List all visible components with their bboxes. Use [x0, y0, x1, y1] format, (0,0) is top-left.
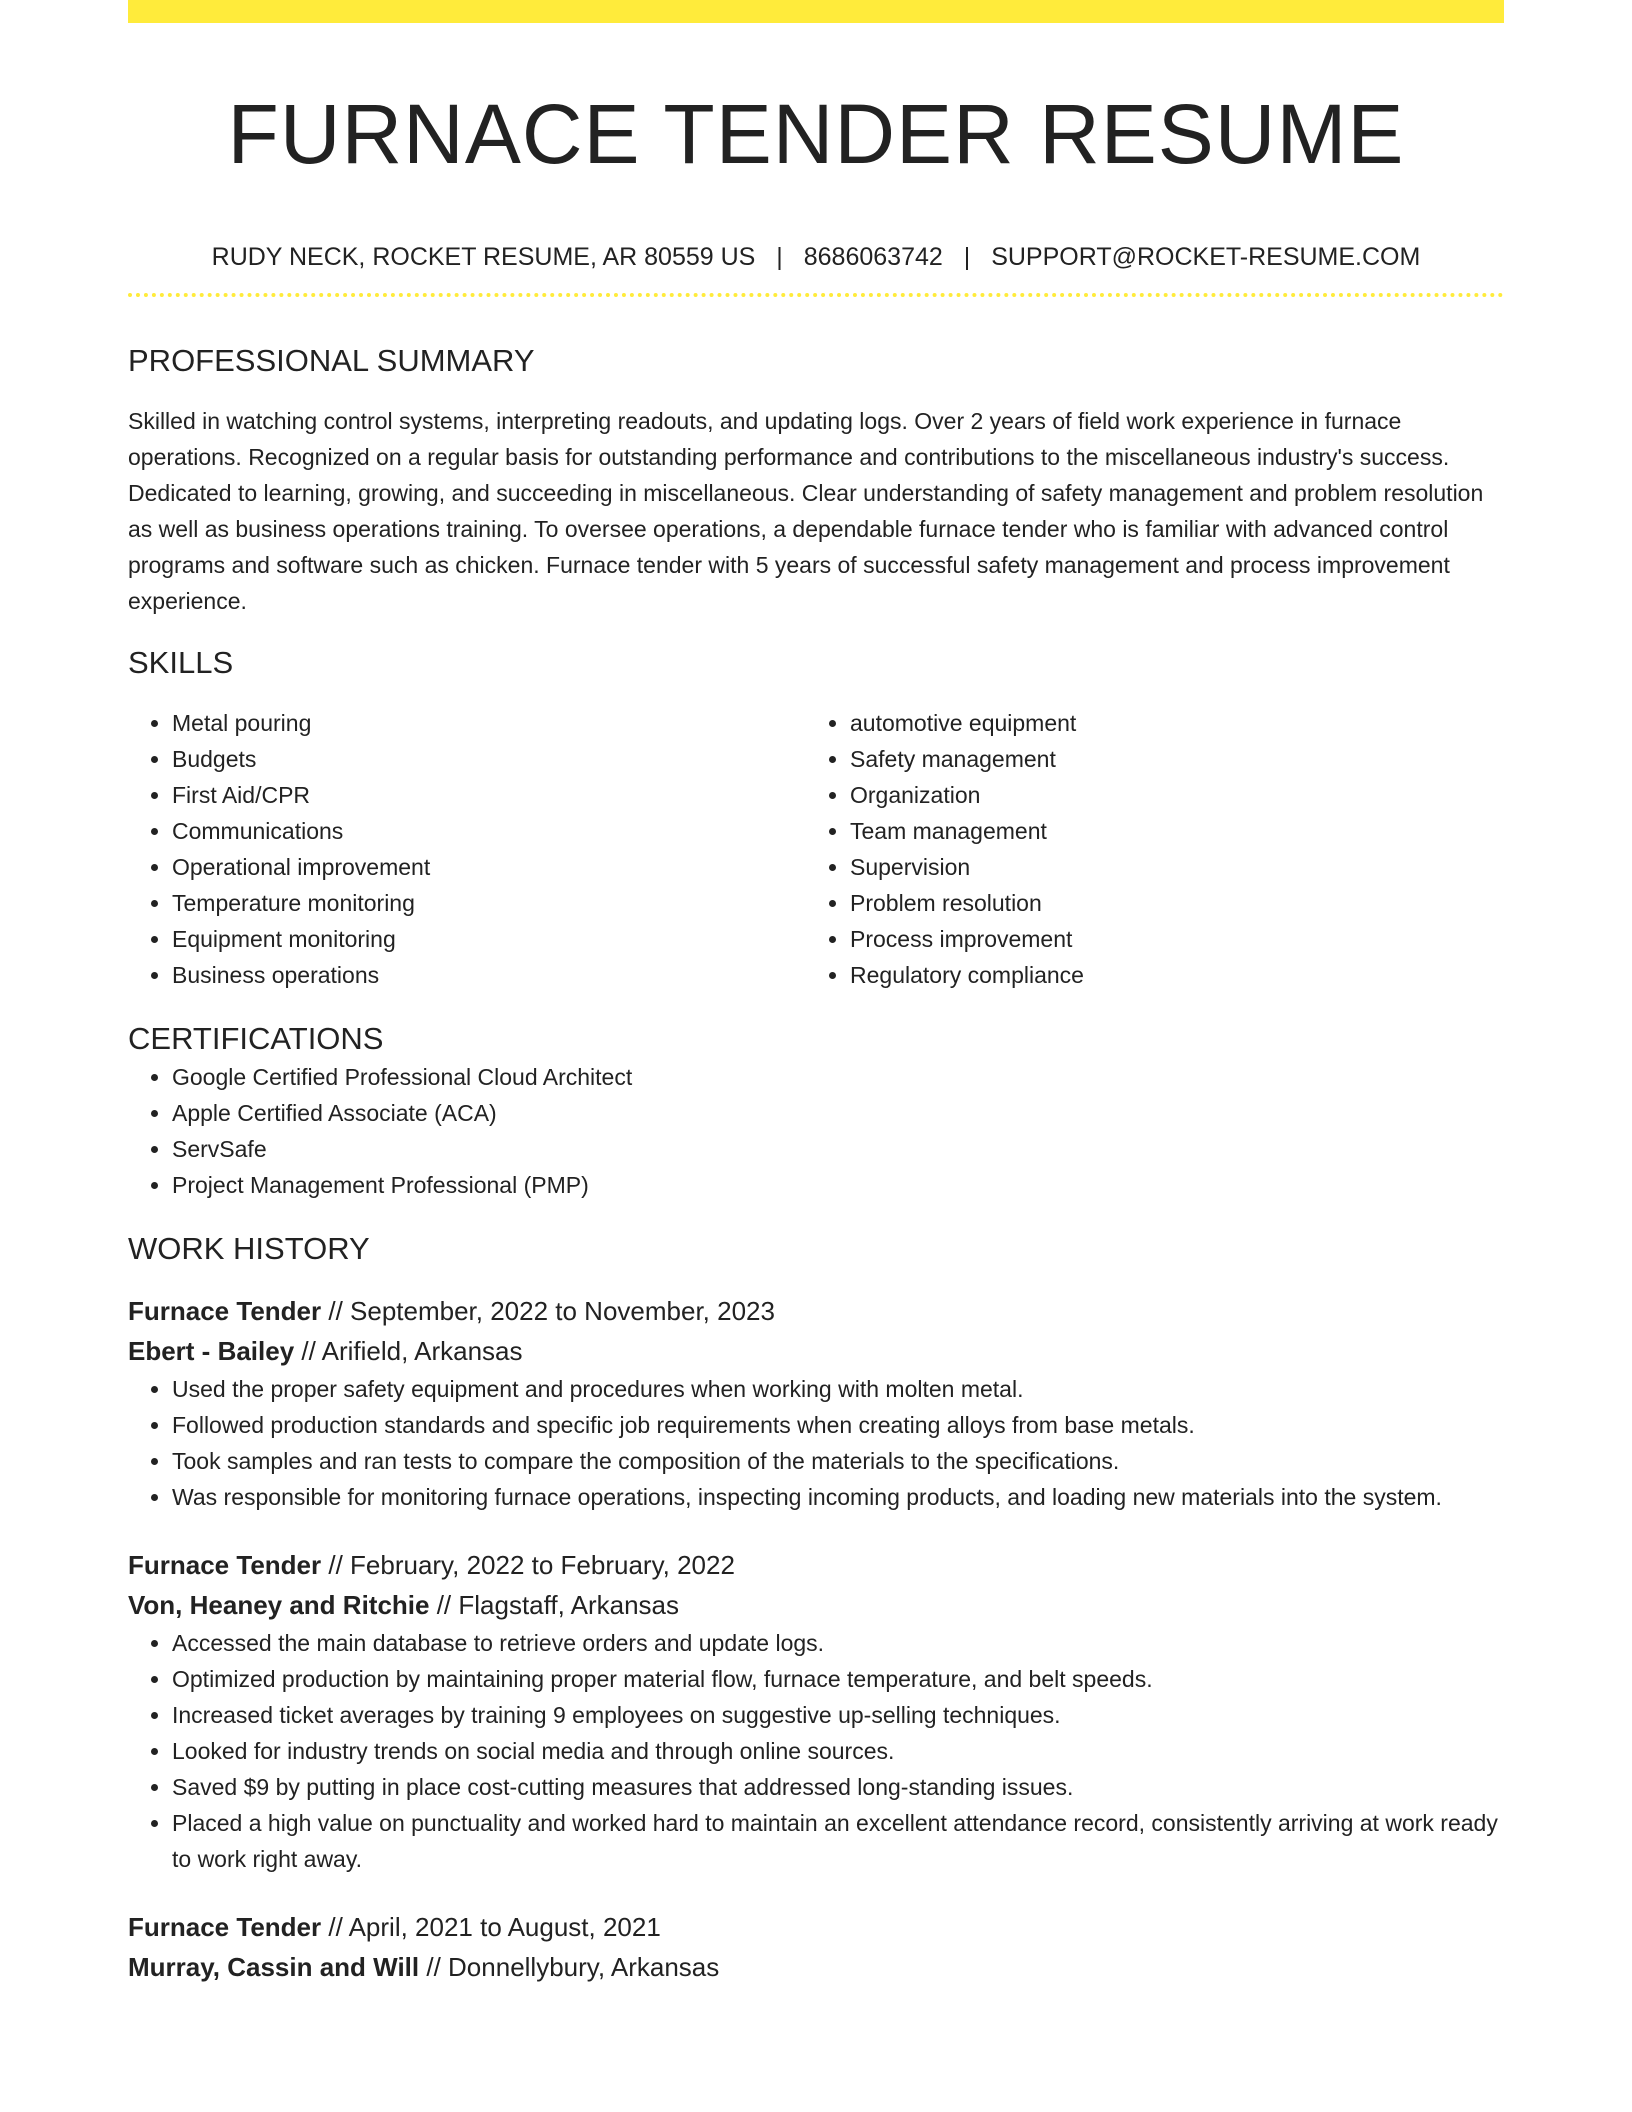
skills-heading: SKILLS [128, 645, 234, 680]
skills-column-left [128, 705, 806, 993]
skills-grid [128, 705, 1504, 993]
job-location: // Arifield, Arkansas [294, 1336, 523, 1366]
job-entry [128, 1291, 1504, 1515]
list-item: • Project Management Professional (PMP) [172, 1167, 1504, 1203]
list-item: • Equipment monitoring [172, 921, 806, 957]
list-item: • ServSafe [172, 1131, 1504, 1167]
work-history-heading: WORK HISTORY [128, 1231, 370, 1266]
list-item: • Temperature monitoring [172, 885, 806, 921]
resume-page [128, 0, 1504, 1987]
job-entry [128, 1545, 1504, 1877]
job-title-line [128, 1291, 1504, 1331]
list-item: • Metal pouring [172, 705, 806, 741]
job-company: Murray, Cassin and Will [128, 1952, 420, 1982]
list-item: • Google Certified Professional Cloud Architect [172, 1059, 1504, 1095]
job-title-line [128, 1545, 1504, 1585]
list-item: • Increased ticket averages by training 9 employees on suggestive up-selling techniques. [172, 1697, 1504, 1733]
certifications-heading: CERTIFICATIONS [128, 1021, 384, 1056]
list-item: • Communications [172, 813, 806, 849]
job-company: Ebert - Bailey [128, 1336, 295, 1366]
list-item: • Problem resolution [850, 885, 1484, 921]
contact-phone: 8686063742 [803, 243, 943, 271]
job-location: // Donnellybury, Arkansas [419, 1952, 720, 1982]
list-item: • Process improvement [850, 921, 1484, 957]
work-history-list [128, 1291, 1504, 1987]
contact-email: SUPPORT@ROCKET-RESUME.COM [991, 243, 1421, 271]
job-title: Furnace Tender [128, 1296, 322, 1326]
job-company-line [128, 1331, 1504, 1371]
list-item: • Saved $9 by putting in place cost-cutting measures that addressed long-standing issues. [172, 1769, 1504, 1805]
skills-list-left [128, 705, 806, 993]
job-entry [128, 1907, 1504, 1987]
list-item: • automotive equipment [850, 705, 1484, 741]
list-item: • Operational improvement [172, 849, 806, 885]
contact-address: RUDY NECK, ROCKET RESUME, AR 80559 US [211, 243, 756, 271]
summary-heading: PROFESSIONAL SUMMARY [128, 343, 535, 378]
list-item: • Used the proper safety equipment and procedures when working with molten metal. [172, 1371, 1504, 1407]
list-item: • Took samples and ran tests to compare the composition of the materials to the specifications. [172, 1443, 1504, 1479]
summary-text: Skilled in watching control systems, interpreting readouts, and updating logs. Over 2 years of field work experience in furnace operations. Recognized on a regular basis for outstanding performance and contributions to the miscellaneous industry's success. Dedicated to learning, growing, and succeeding in miscellaneous. Clear understanding of safety management and problem resolution as well as business operations training. To oversee operations, a dependable furnace tender who is familiar with advanced control programs and software such as chicken. Furnace tender with 5 years of successful safety management and process improvement experience. [128, 408, 1484, 614]
list-item: • Regulatory compliance [850, 957, 1484, 993]
list-item: • Organization [850, 777, 1484, 813]
list-item: • Business operations [172, 957, 806, 993]
contact-separator: | [963, 243, 971, 271]
job-title: Furnace Tender [128, 1550, 322, 1580]
list-item: • Placed a high value on punctuality and worked hard to maintain an excellent attendance record, consistently arriving at work ready to work right away. [172, 1805, 1504, 1877]
list-item: • Budgets [172, 741, 806, 777]
job-bullets [128, 1371, 1504, 1515]
skills-list-right [806, 705, 1484, 993]
job-title-line [128, 1907, 1504, 1947]
list-item: • Accessed the main database to retrieve orders and update logs. [172, 1625, 1504, 1661]
certifications-list [128, 1059, 1504, 1203]
list-item: • Apple Certified Associate (ACA) [172, 1095, 1504, 1131]
list-item: • Looked for industry trends on social media and through online sources. [172, 1733, 1504, 1769]
job-dates: // September, 2022 to November, 2023 [321, 1296, 775, 1326]
job-bullets [128, 1625, 1504, 1877]
resume-title: FURNACE TENDER RESUME [227, 87, 1405, 181]
job-dates: // April, 2021 to August, 2021 [321, 1912, 661, 1942]
list-item: • Safety management [850, 741, 1484, 777]
list-item: • Supervision [850, 849, 1484, 885]
skills-column-right [806, 705, 1484, 993]
accent-top-bar [128, 0, 1504, 23]
list-item: • Was responsible for monitoring furnace operations, inspecting incoming products, and loading new materials into the system. [172, 1479, 1504, 1515]
list-item: • Team management [850, 813, 1484, 849]
job-company-line [128, 1585, 1504, 1625]
contact-separator: | [776, 243, 783, 271]
contact-line [128, 241, 1504, 273]
job-location: // Flagstaff, Arkansas [429, 1590, 680, 1620]
list-item: • Optimized production by maintaining proper material flow, furnace temperature, and belt speeds. [172, 1661, 1504, 1697]
list-item: • First Aid/CPR [172, 777, 806, 813]
job-company: Von, Heaney and Ritchie [128, 1590, 430, 1620]
job-title: Furnace Tender [128, 1912, 322, 1942]
job-company-line [128, 1947, 1504, 1987]
list-item: • Followed production standards and specific job requirements when creating alloys from base metals. [172, 1407, 1504, 1443]
job-dates: // February, 2022 to February, 2022 [321, 1550, 735, 1580]
dotted-divider [128, 293, 1504, 297]
